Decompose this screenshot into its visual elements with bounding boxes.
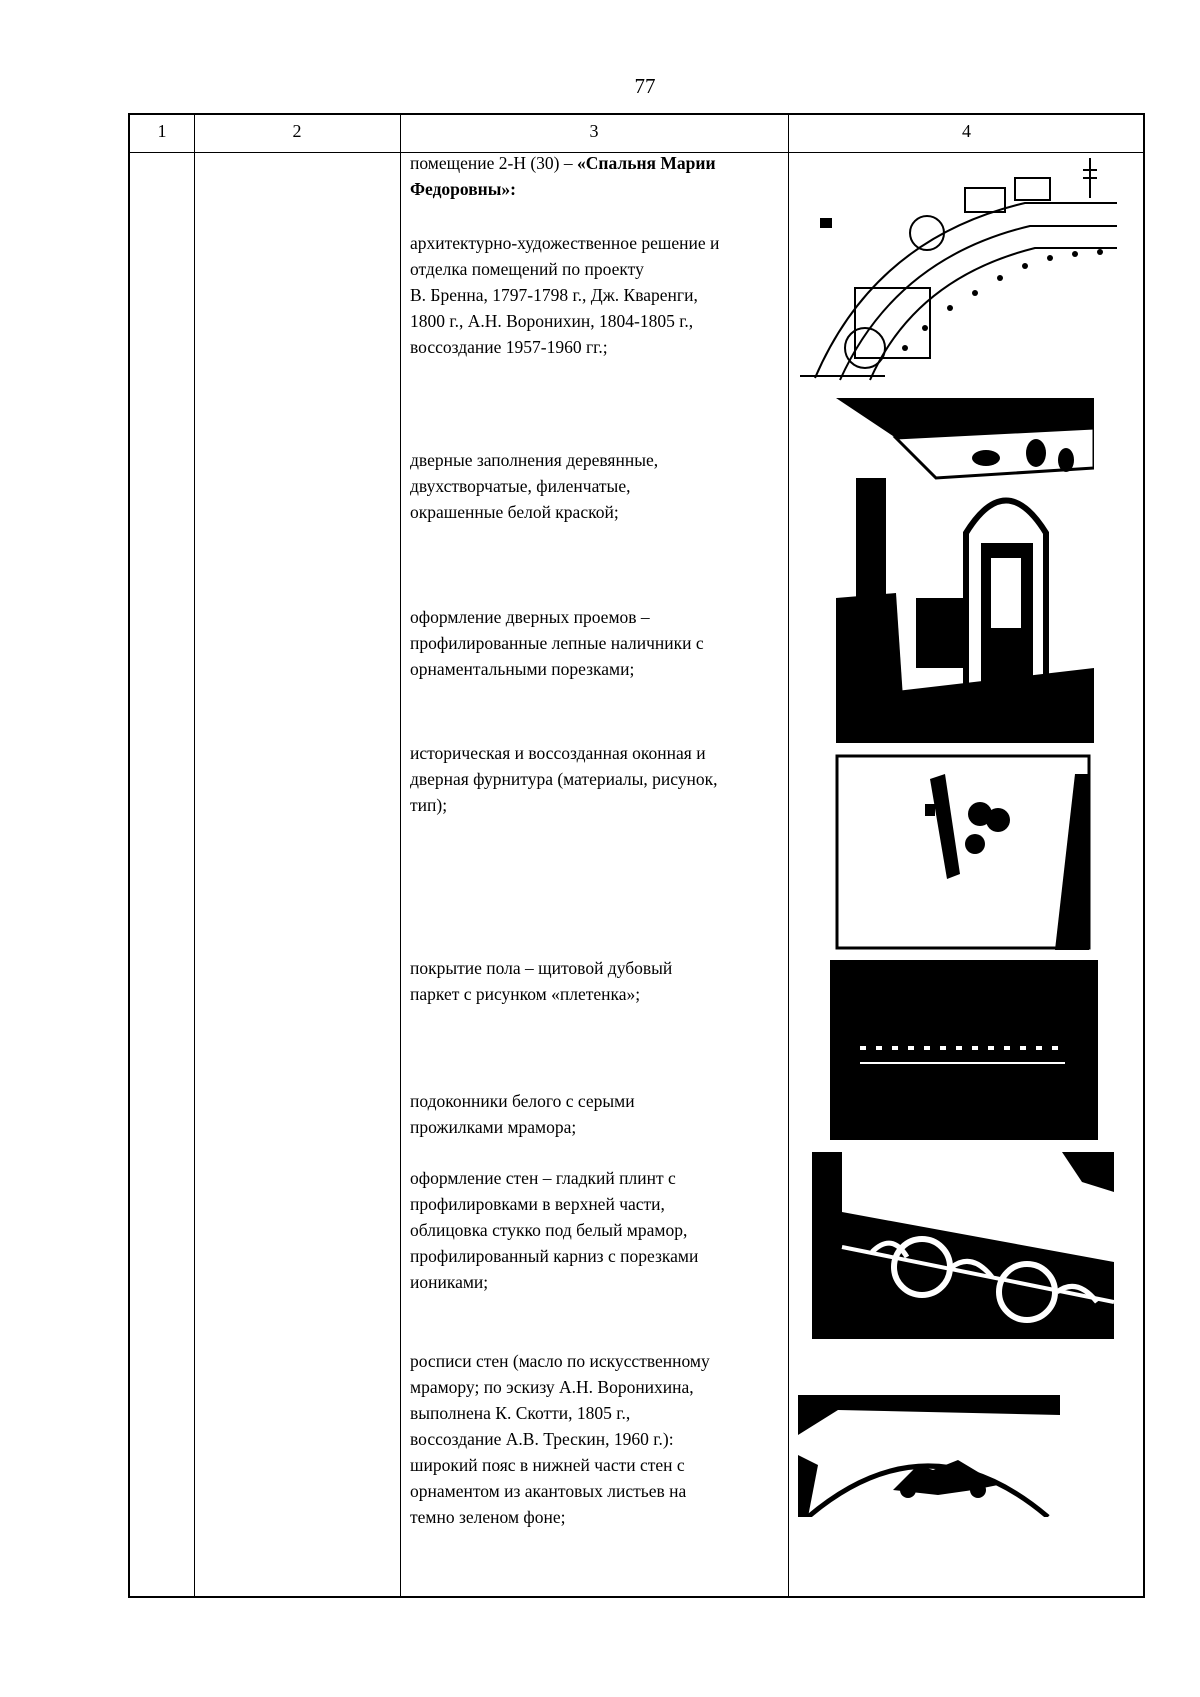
room-name-line1: «Спальня Марии [577,153,716,173]
wall-painting-photo [798,1395,1060,1517]
entry-line: прожилками мрамора; [410,1117,577,1137]
entry-window-sills [410,1088,778,1140]
entry-line: темно зеленом фоне; [410,1507,566,1527]
entry-line: покрытие пола – щитовой дубовый [410,958,673,978]
column-divider [194,115,195,1596]
entry-line: двухстворчатые, филенчатые, [410,476,631,496]
entry-door-fillings [410,447,778,525]
entry-line: паркет с рисунком «плетенка»; [410,984,641,1004]
entry-hardware [410,740,778,818]
wall-frieze-photo [812,1152,1114,1339]
entry-line: воссоздание 1957-1960 гг.; [410,337,608,357]
entry-line: подоконники белого с серыми [410,1091,635,1111]
door-hardware-photo [835,754,1091,950]
entry-line: окрашенные белой краской; [410,502,619,522]
entry-line: дверные заполнения деревянные, [410,450,659,470]
entry-floor [410,955,778,1007]
entry-line: орнаментальными порезками; [410,659,635,679]
room-name-line2: Федоровны»: [410,179,516,199]
column-divider [788,115,789,1596]
room-prefix: помещение 2-Н (30) – [410,153,577,173]
column-divider [400,115,401,1596]
entry-line: орнаментом из акантовых листьев на [410,1481,687,1501]
entry-wall-paintings [410,1348,778,1530]
entry-line: иониками; [410,1272,489,1292]
door-interior-photo [836,398,1094,743]
entry-line: отделка помещений по проекту [410,259,644,279]
floor-plan-image [795,148,1125,388]
entry-line: профилировками в верхней части, [410,1194,665,1214]
entry-line: В. Бренна, 1797-1798 г., Дж. Кваренги, [410,285,698,305]
entry-line: оформление стен – гладкий плинт с [410,1168,676,1188]
parquet-floor-photo [830,960,1098,1140]
column-header-1: 1 [157,121,167,141]
entry-line: профилированный карниз с порезками [410,1246,699,1266]
entry-walls [410,1165,778,1295]
entry-line: мрамору; по эскизу А.Н. Воронихина, [410,1377,694,1397]
entry-line: профилированные лепные наличники с [410,633,704,653]
entry-line: воссоздание А.В. Трескин, 1960 г.): [410,1429,674,1449]
entry-line: облицовка стукко под белый мрамор, [410,1220,688,1240]
entry-line: архитектурно-художественное решение и [410,233,720,253]
column-header-4: 4 [962,121,971,141]
entry-line: 1800 г., А.Н. Воронихин, 1804-1805 г., [410,311,694,331]
room-title [410,150,778,202]
entry-line: историческая и воссозданная оконная и [410,743,706,763]
entry-architecture [410,230,778,360]
entry-line: широкий пояс в нижней части стен с [410,1455,685,1475]
column-header-2: 2 [292,121,302,141]
page-number: 77 [634,74,656,98]
column-header-3: 3 [589,121,599,141]
entry-door-openings [410,604,778,682]
entry-line: оформление дверных проемов – [410,607,650,627]
entry-line: тип); [410,795,448,815]
entry-line: росписи стен (масло по искусственному [410,1351,710,1371]
entry-line: дверная фурнитура (материалы, рисунок, [410,769,718,789]
entry-line: выполнена К. Скотти, 1805 г., [410,1403,631,1423]
